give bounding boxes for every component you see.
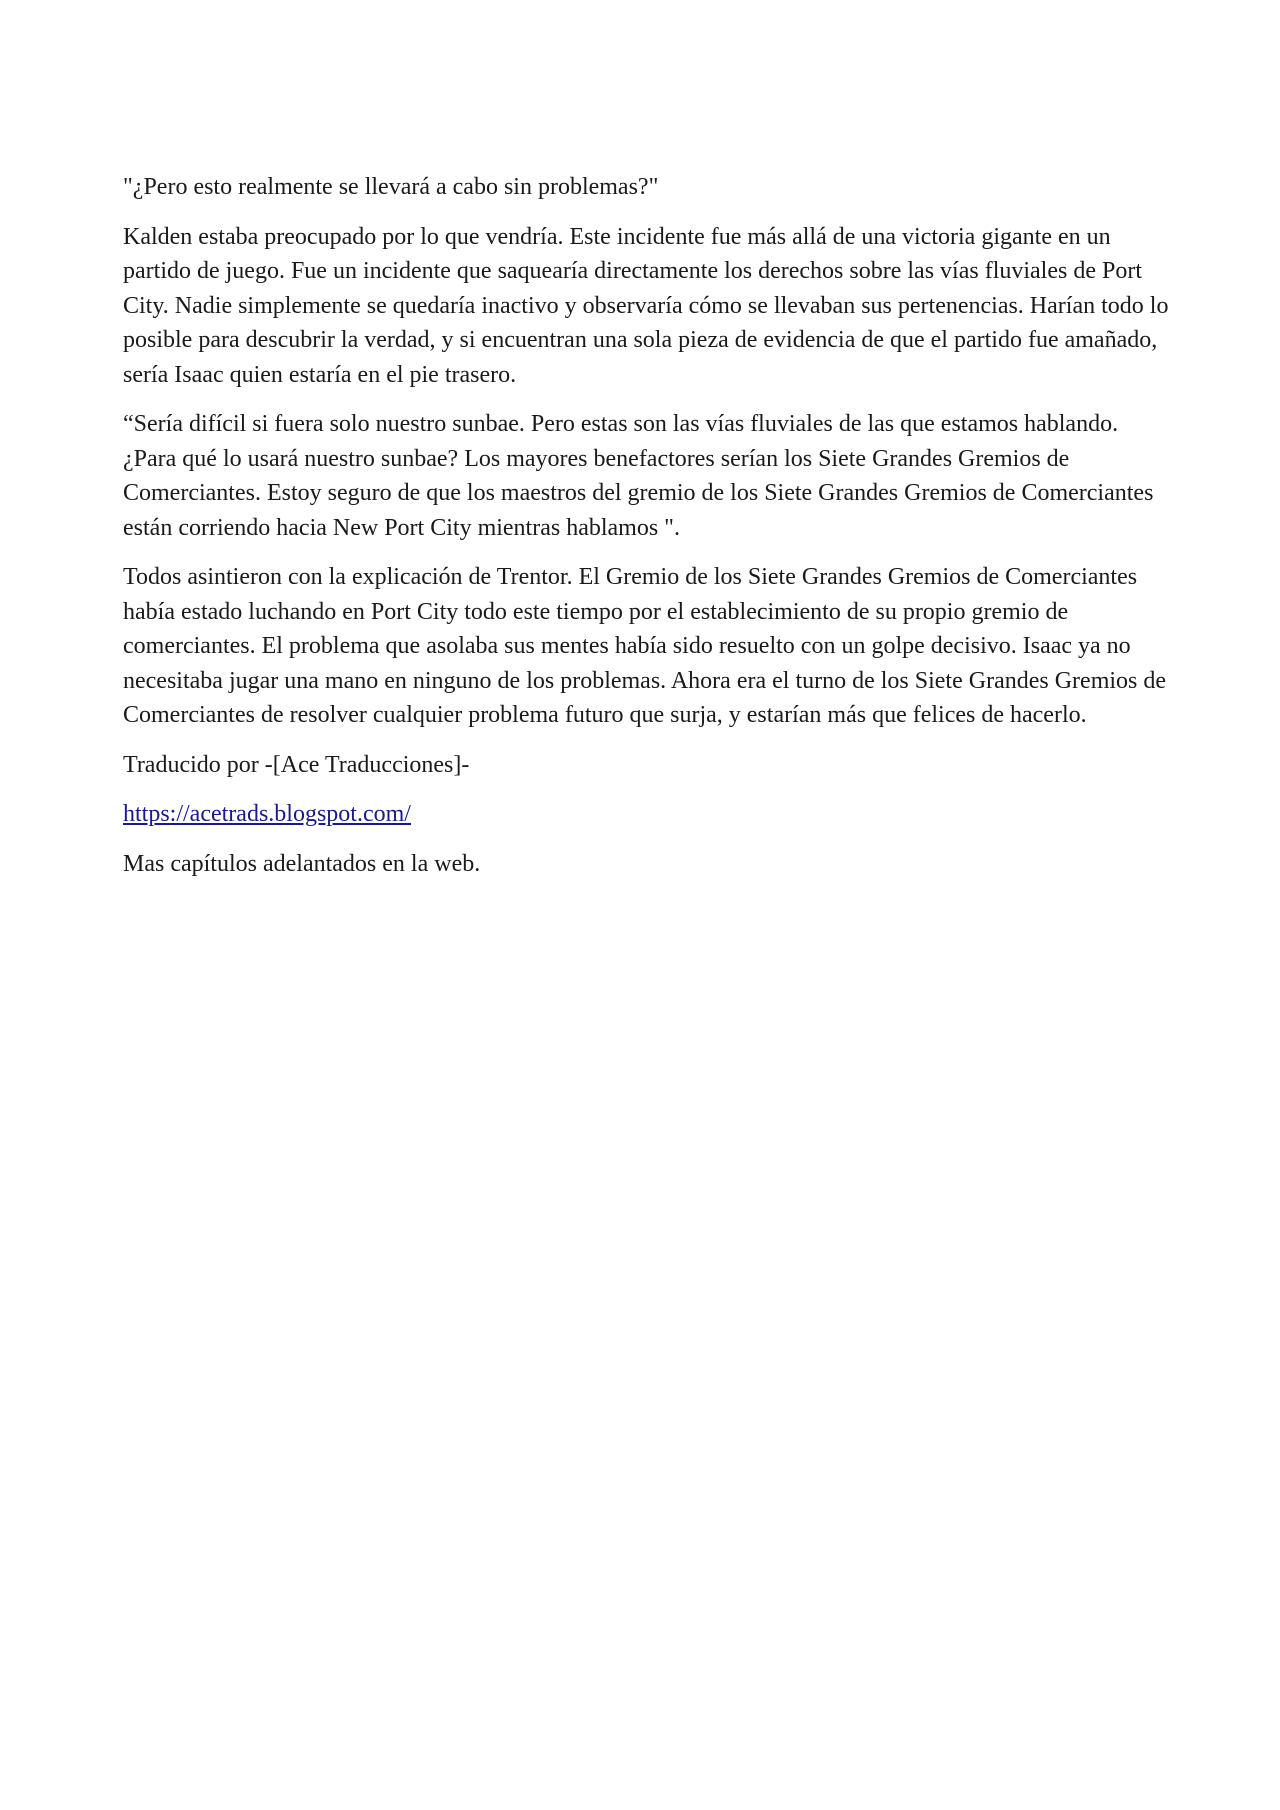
paragraph-kalden: Kalden estaba preocupado por lo que vendría. Este incidente fue más allá de una victoria gigante en un partido de juego. Fue un incidente que saquearía directamente los derechos sobre las vías fluviales de Port City. Nadie simplemente se quedaría inactivo y observaría cómo se llevaban sus pertenencias. Harían todo lo posible para descubrir la verdad, y si encuentran una sola pieza de evidencia de que el partido fue amañado, sería Isaac quien estaría en el pie trasero.: [123, 223, 1169, 388]
paragraph-question: "¿Pero esto realmente se llevará a cabo sin problemas?": [123, 174, 659, 200]
link-line: [123, 797, 1173, 832]
document-body: [123, 170, 1173, 896]
closing-note: Mas capítulos adelantados en la web.: [123, 850, 481, 877]
translator-credit: Traducido por -[Ace Traducciones]-: [123, 751, 470, 778]
blog-link[interactable]: https://acetrads.blogspot.com/: [123, 801, 411, 827]
paragraph-trentor: Todos asintieron con la explicación de Trentor. El Gremio de los Siete Grandes Gremios de Comerciantes había estado luchando en Port City todo este tiempo por el establecimiento de su propio gremio de comerciantes. El problema que asolaba sus mentes había sido resuelto con un golpe decisivo. Isaac ya no necesitaba jugar una mano en ninguno de los problemas. Ahora era el turno de los Siete Grandes Gremios de Comerciantes de resolver cualquier problema futuro que surja, y estarían más que felices de hacerlo.: [123, 564, 1167, 728]
paragraph-sunbae: “Sería difícil si fuera solo nuestro sunbae. Pero estas son las vías fluviales de las que estamos hablando. ¿Para qué lo usará nuestro sunbae? Los mayores benefactores serían los Siete Grandes Gremios de Comerciantes. Estoy seguro de que los maestros del gremio de los Siete Grandes Gremios de Comerciantes están corriendo hacia New Port City mientras hablamos ".: [123, 411, 1154, 541]
